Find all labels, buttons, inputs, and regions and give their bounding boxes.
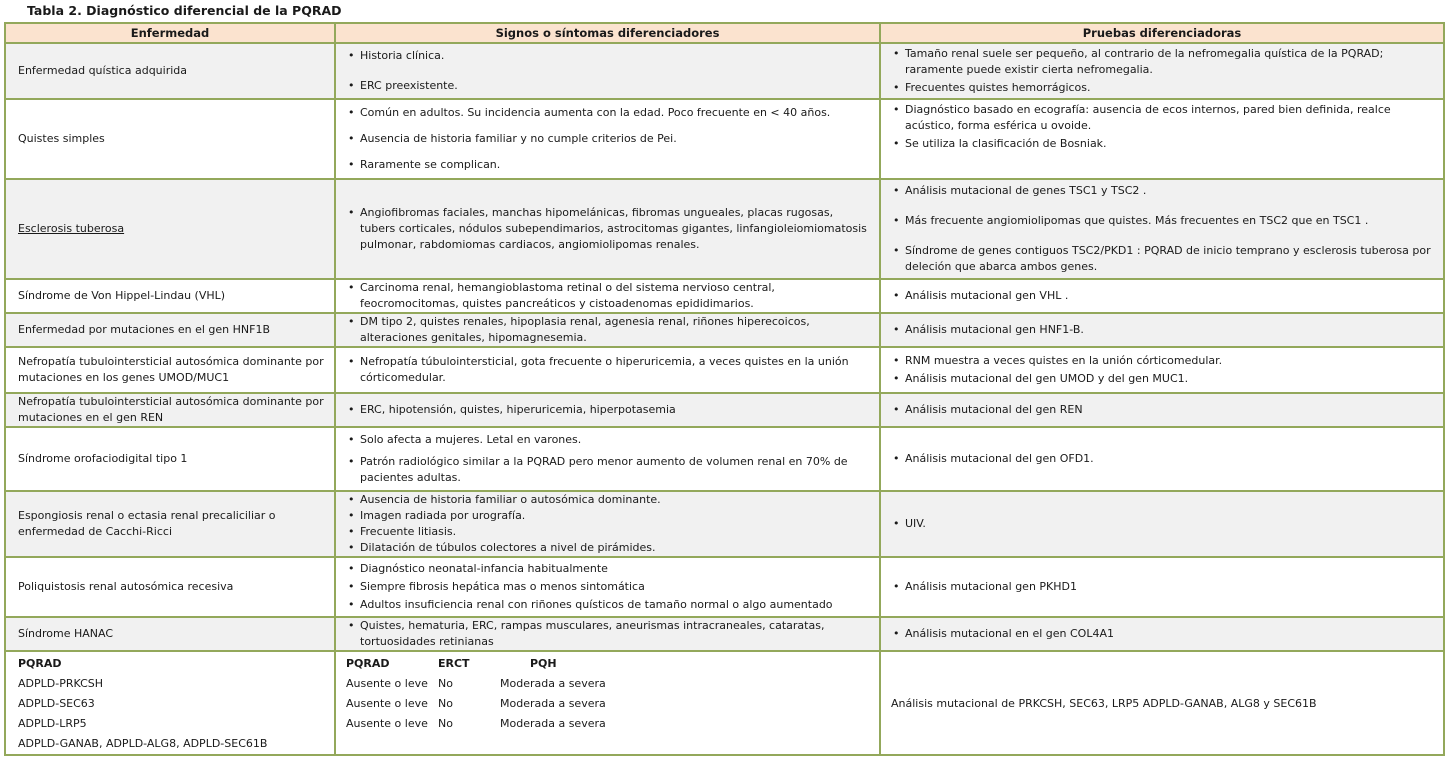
- sub-header: PQH: [530, 657, 557, 670]
- signs-cell: [335, 393, 880, 427]
- signs-cell: [335, 279, 880, 313]
- tests-cell: [880, 393, 1444, 427]
- signs-cell: [335, 179, 880, 279]
- disease-cell: Nefropatía tubulointersticial autosómica dominante por mutaciones en el gen REN: [5, 393, 335, 427]
- table-row: [5, 651, 1444, 755]
- table-title: Tabla 2. Diagnóstico diferencial de la PQRAD: [27, 3, 342, 18]
- disease-cell: Síndrome de Von Hippel-Lindau (VHL): [5, 279, 335, 313]
- sign-item: • Solo afecta a mujeres. Letal en varones.: [346, 432, 869, 448]
- signs-cell: [335, 427, 880, 491]
- table-row: [5, 617, 1444, 651]
- test-item: • Síndrome de genes contiguos TSC2/PKD1 : PQRAD de inicio temprano y esclerosis tuberosa por deleción que abarca ambos genes.: [891, 243, 1433, 275]
- disease-cell: Quistes simples: [5, 99, 335, 179]
- table-row: [5, 557, 1444, 617]
- tests-cell: [880, 43, 1444, 99]
- disease-variant: ADPLD-GANAB, ADPLD-ALG8, ADPLD-SEC61B: [18, 737, 268, 750]
- header-signs: Signos o síntomas diferenciadores: [335, 23, 880, 43]
- tests-cell: [880, 279, 1444, 313]
- tests-cell: [880, 347, 1444, 393]
- sign-item: • Raramente se complican.: [346, 157, 869, 173]
- sign-item: • Quistes, hematuria, ERC, rampas musculares, aneurismas intracraneales, cataratas, tortuosidades retinianas: [346, 618, 869, 650]
- disease-cell: Nefropatía tubulointersticial autosómica dominante por mutaciones en los genes UMOD/MUC1: [5, 347, 335, 393]
- signs-cell: [335, 557, 880, 617]
- test-item: • Diagnóstico basado en ecografía: ausencia de ecos internos, pared bien definida, realce acústico, forma esférica u ovoide.: [891, 102, 1433, 134]
- test-item: • Frecuentes quistes hemorrágicos.: [891, 80, 1433, 96]
- sub-row: [346, 714, 869, 734]
- sign-item: • Común en adultos. Su incidencia aumenta con la edad. Poco frecuente en < 40 años.: [346, 105, 869, 121]
- disease-cell: Enfermedad quística adquirida: [5, 43, 335, 99]
- sub-header: ERCT: [438, 657, 470, 670]
- test-item: • Tamaño renal suele ser pequeño, al contrario de la nefromegalia quística de la PQRAD; raramente puede existir cierta nefromegalia.: [891, 46, 1433, 78]
- table-row: [5, 491, 1444, 557]
- sub-cell: Ausente o leve: [346, 717, 428, 730]
- tests-cell: [880, 617, 1444, 651]
- table-row: [5, 393, 1444, 427]
- sign-item: • Dilatación de túbulos colectores a nivel de pirámides.: [346, 540, 869, 556]
- test-item: • RNM muestra a veces quistes en la unión córticomedular.: [891, 353, 1433, 369]
- tests-cell: [880, 491, 1444, 557]
- disease-subheader: PQRAD: [18, 657, 62, 670]
- sub-cell: No: [438, 697, 453, 710]
- sub-cell: Ausente o leve: [346, 697, 428, 710]
- table-row: [5, 313, 1444, 347]
- test-item: • Más frecuente angiomiolipomas que quistes. Más frecuentes en TSC2 que en TSC1 .: [891, 213, 1433, 229]
- header-row: [5, 23, 1444, 43]
- table-row: [5, 427, 1444, 491]
- tests-cell: [880, 99, 1444, 179]
- disease-cell: [5, 179, 335, 279]
- sign-item: • Angiofibromas faciales, manchas hipomelánicas, fibromas ungueales, placas rugosas, tubers corticales, nódulos subependimarios, astrocitomas gigantes, linfangioleiomiomatosis pulmonar, rabdomiomas cardiacos, angiomiolipomas renales.: [346, 205, 869, 253]
- sign-item: • ERC preexistente.: [346, 78, 869, 94]
- tests-cell: [880, 313, 1444, 347]
- sub-header-row: [346, 654, 869, 674]
- test-item: • Análisis mutacional gen PKHD1: [891, 579, 1433, 595]
- signs-cell: [335, 313, 880, 347]
- sign-item: • Ausencia de historia familiar o autosómica dominante.: [346, 492, 869, 508]
- test-item: • Análisis mutacional de genes TSC1 y TSC2 .: [891, 183, 1433, 199]
- disease-cell: [5, 651, 335, 755]
- sign-item: • Siempre fibrosis hepática mas o menos sintomática: [346, 579, 869, 595]
- tests-cell: [880, 557, 1444, 617]
- disease-cell: Síndrome orofaciodigital tipo 1: [5, 427, 335, 491]
- sub-cell: No: [438, 677, 453, 690]
- disease-cell: Síndrome HANAC: [5, 617, 335, 651]
- disease-cell: Enfermedad por mutaciones en el gen HNF1B: [5, 313, 335, 347]
- table-row: [5, 179, 1444, 279]
- table-row: [5, 99, 1444, 179]
- signs-cell: [335, 651, 880, 755]
- sign-item: • Frecuente litiasis.: [346, 524, 869, 540]
- sign-item: • Carcinoma renal, hemangioblastoma retinal o del sistema nervioso central, feocromocitomas, quistes pancreáticos y cistoadenomas epididimarios.: [346, 280, 869, 312]
- disease-link[interactable]: Esclerosis tuberosa: [18, 222, 125, 235]
- sub-cell: No: [438, 717, 453, 730]
- test-item: • Análisis mutacional gen VHL .: [891, 288, 1433, 304]
- sub-row: [346, 674, 869, 694]
- test-item: • Análisis mutacional gen HNF1-B.: [891, 322, 1433, 338]
- disease-cell: Espongiosis renal o ectasia renal precaliciliar o enfermedad de Cacchi-Ricci: [5, 491, 335, 557]
- sub-cell: Moderada a severa: [500, 697, 606, 710]
- sign-item: • Imagen radiada por urografía.: [346, 508, 869, 524]
- sub-cell: Ausente o leve: [346, 677, 428, 690]
- tests-cell: Análisis mutacional de PRKCSH, SEC63, LRP5 ADPLD-GANAB, ALG8 y SEC61B: [880, 651, 1444, 755]
- header-tests: Pruebas diferenciadoras: [880, 23, 1444, 43]
- disease-variant: ADPLD-PRKCSH: [18, 677, 104, 690]
- disease-cell: Poliquistosis renal autosómica recesiva: [5, 557, 335, 617]
- sub-header: PQRAD: [346, 657, 390, 670]
- sign-item: • Patrón radiológico similar a la PQRAD pero menor aumento de volumen renal en 70% de pacientes adultas.: [346, 454, 869, 486]
- test-item: • Análisis mutacional del gen OFD1.: [891, 451, 1433, 467]
- signs-cell: [335, 99, 880, 179]
- differential-diagnosis-table: [4, 22, 1445, 756]
- sign-item: • Nefropatía túbulointersticial, gota frecuente o hiperuricemia, a veces quistes en la unión córticomedular.: [346, 354, 869, 386]
- sub-cell: Moderada a severa: [500, 677, 606, 690]
- sign-item: • ERC, hipotensión, quistes, hiperuricemia, hiperpotasemia: [346, 402, 869, 418]
- tests-cell: [880, 179, 1444, 279]
- sign-item: • Ausencia de historia familiar y no cumple criterios de Pei.: [346, 131, 869, 147]
- sign-item: • Diagnóstico neonatal-infancia habitualmente: [346, 561, 869, 577]
- table-row: [5, 279, 1444, 313]
- sign-item: • Historia clínica.: [346, 48, 869, 64]
- signs-cell: [335, 43, 880, 99]
- disease-variant: ADPLD-SEC63: [18, 697, 95, 710]
- sign-item: • DM tipo 2, quistes renales, hipoplasia renal, agenesia renal, riñones hiperecoicos, alteraciones genitales, hipomagnesemia.: [346, 314, 869, 346]
- signs-cell: [335, 617, 880, 651]
- disease-variant: ADPLD-LRP5: [18, 717, 87, 730]
- signs-cell: [335, 347, 880, 393]
- table-row: [5, 43, 1444, 99]
- sub-cell: Moderada a severa: [500, 717, 606, 730]
- test-item: • Análisis mutacional del gen REN: [891, 402, 1433, 418]
- table-row: [5, 347, 1444, 393]
- sign-item: • Adultos insuficiencia renal con riñones quísticos de tamaño normal o algo aumentado: [346, 597, 869, 613]
- test-item: • UIV.: [891, 516, 1433, 532]
- sub-row: [346, 694, 869, 714]
- tests-cell: [880, 427, 1444, 491]
- header-disease: Enfermedad: [5, 23, 335, 43]
- test-item: • Análisis mutacional del gen UMOD y del gen MUC1.: [891, 371, 1433, 387]
- test-item: • Se utiliza la clasificación de Bosniak.: [891, 136, 1433, 152]
- signs-cell: [335, 491, 880, 557]
- test-item: • Análisis mutacional en el gen COL4A1: [891, 626, 1433, 642]
